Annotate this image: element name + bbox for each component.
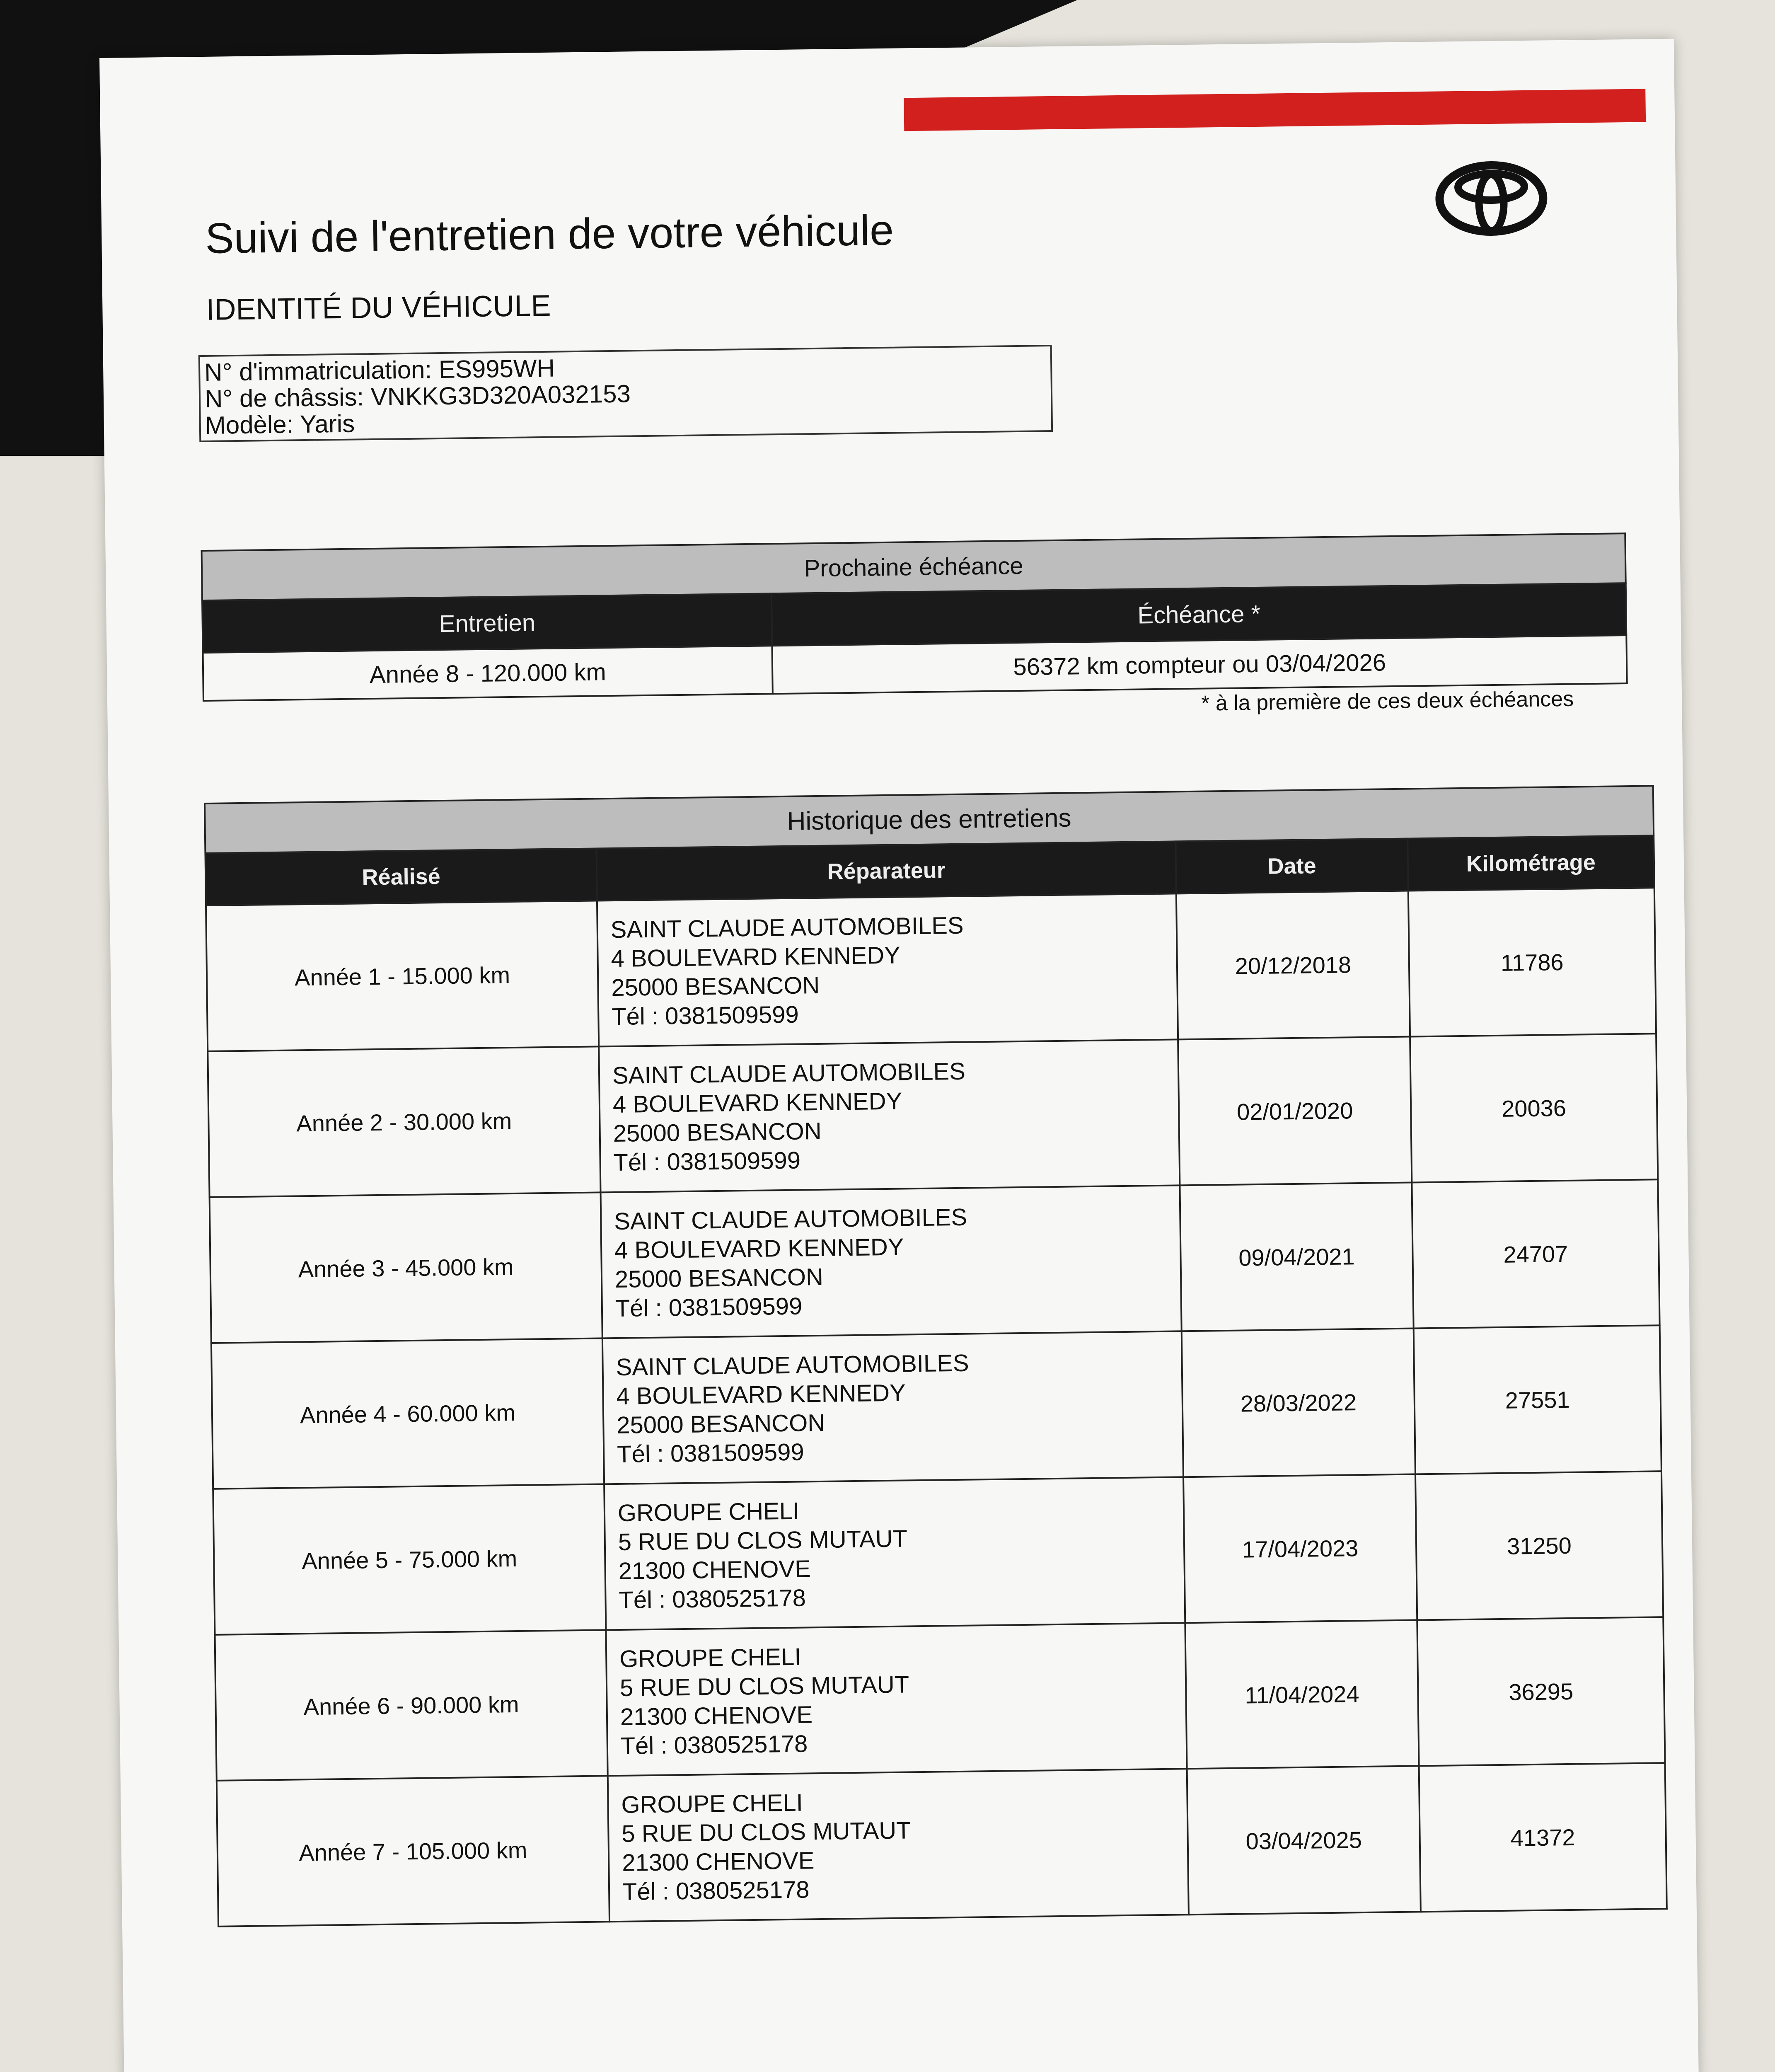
repairer-phone: Tél : 0381509599 (613, 1147, 801, 1176)
km-cell: 31250 (1415, 1471, 1664, 1620)
table-row (213, 1471, 1663, 1635)
repairer-phone: Tél : 0381509599 (611, 1001, 799, 1031)
reparateur-cell (600, 1185, 1182, 1338)
next-entretien-value: Année 8 - 120.000 km (203, 646, 773, 701)
date-cell: 09/04/2021 (1180, 1183, 1414, 1331)
realise-cell: Année 3 - 45.000 km (210, 1192, 602, 1343)
repairer-city: 25000 BESANCON (616, 1409, 825, 1439)
km-cell: 11786 (1408, 888, 1656, 1036)
identity-heading: IDENTITÉ DU VÉHICULE (206, 289, 551, 327)
repairer-city: 21300 CHENOVE (620, 1701, 813, 1731)
next-echeance-value: 56372 km compteur ou 03/04/2026 (772, 635, 1627, 694)
repairer-name: SAINT CLAUDE AUTOMOBILES (614, 1203, 967, 1235)
chassis-number: N° de châssis: VNKKG3D320A032153 (204, 380, 631, 413)
repairer-phone: Tél : 0380525178 (619, 1584, 806, 1614)
repairer-address: 4 BOULEVARD KENNEDY (614, 1233, 904, 1264)
column-date: Date (1176, 839, 1408, 894)
repairer-phone: Tél : 0381509599 (615, 1293, 803, 1322)
realise-cell: Année 4 - 60.000 km (211, 1338, 604, 1489)
column-kilometrage: Kilométrage (1407, 835, 1654, 891)
km-cell: 41372 (1419, 1763, 1667, 1912)
realise-cell: Année 7 - 105.000 km (217, 1776, 609, 1927)
date-cell: 17/04/2023 (1183, 1474, 1417, 1623)
repairer-city: 25000 BESANCON (611, 971, 820, 1002)
column-reparateur: Réparateur (596, 841, 1176, 900)
repairer-name: SAINT CLAUDE AUTOMOBILES (616, 1349, 969, 1381)
page-title: Suivi de l'entretien de votre véhicule (205, 206, 894, 263)
reparateur-cell (597, 893, 1178, 1046)
repairer-address: 4 BOULEVARD KENNEDY (612, 1087, 902, 1118)
repairer-city: 25000 BESANCON (614, 1263, 824, 1293)
table-row (210, 1179, 1660, 1343)
vehicle-model: Modèle: Yaris (205, 409, 355, 439)
repairer-name: GROUPE CHELI (621, 1789, 803, 1818)
next-maintenance-title: Prochaine échéance (202, 533, 1626, 600)
repairer-city: 25000 BESANCON (613, 1117, 822, 1147)
realise-cell: Année 6 - 90.000 km (215, 1630, 608, 1781)
km-cell: 20036 (1410, 1034, 1658, 1182)
history-title: Historique des entretiens (205, 786, 1654, 853)
repairer-phone: Tél : 0381509599 (617, 1438, 805, 1468)
date-cell: 11/04/2024 (1185, 1620, 1419, 1769)
km-cell: 36295 (1417, 1617, 1665, 1766)
table-row (217, 1763, 1667, 1927)
reparateur-cell (606, 1623, 1187, 1776)
date-cell: 20/12/2018 (1176, 891, 1410, 1040)
repairer-phone: Tél : 0380525178 (620, 1730, 808, 1760)
date-cell: 02/01/2020 (1178, 1037, 1412, 1186)
table-row (211, 1325, 1661, 1489)
table-row (208, 1034, 1658, 1197)
repairer-city: 21300 CHENOVE (618, 1555, 811, 1585)
maintenance-history-table (204, 785, 1668, 1927)
column-entretien: Entretien (202, 593, 772, 653)
repairer-name: GROUPE CHELI (617, 1497, 800, 1527)
repairer-address: 4 BOULEVARD KENNEDY (616, 1379, 906, 1410)
footnote: * à la première de ces deux échéances (1201, 687, 1574, 716)
toyota-logo-icon (1435, 160, 1548, 236)
reparateur-cell (604, 1477, 1185, 1630)
km-cell: 27551 (1413, 1325, 1661, 1474)
repairer-address: 5 RUE DU CLOS MUTAUT (621, 1817, 911, 1847)
realise-cell: Année 1 - 15.000 km (206, 900, 599, 1051)
registration-number: N° d'immatriculation: ES995WH (204, 354, 555, 386)
realise-cell: Année 2 - 30.000 km (208, 1046, 600, 1197)
red-accent-bar (904, 89, 1646, 131)
repairer-name: SAINT CLAUDE AUTOMOBILES (610, 912, 964, 944)
date-cell: 03/04/2025 (1187, 1766, 1421, 1915)
reparateur-cell (599, 1039, 1180, 1192)
reparateur-cell (608, 1769, 1189, 1922)
repairer-name: SAINT CLAUDE AUTOMOBILES (612, 1058, 966, 1089)
next-maintenance-table (201, 533, 1628, 702)
realise-cell: Année 5 - 75.000 km (213, 1484, 606, 1635)
repairer-address: 4 BOULEVARD KENNEDY (611, 942, 901, 973)
reparateur-cell (602, 1331, 1184, 1484)
column-realise: Réalisé (205, 848, 597, 905)
repairer-city: 21300 CHENOVE (621, 1847, 815, 1876)
repairer-address: 5 RUE DU CLOS MUTAUT (618, 1525, 908, 1556)
date-cell: 28/03/2022 (1182, 1328, 1415, 1477)
document-sheet (99, 39, 1702, 2072)
column-echeance: Échéance * (771, 583, 1626, 646)
table-row (215, 1617, 1665, 1781)
repairer-phone: Tél : 0380525178 (622, 1876, 810, 1905)
repairer-name: GROUPE CHELI (619, 1643, 801, 1673)
table-row (206, 888, 1656, 1051)
repairer-address: 5 RUE DU CLOS MUTAUT (619, 1671, 909, 1702)
vehicle-identity-box (198, 345, 1053, 442)
km-cell: 24707 (1412, 1179, 1660, 1328)
